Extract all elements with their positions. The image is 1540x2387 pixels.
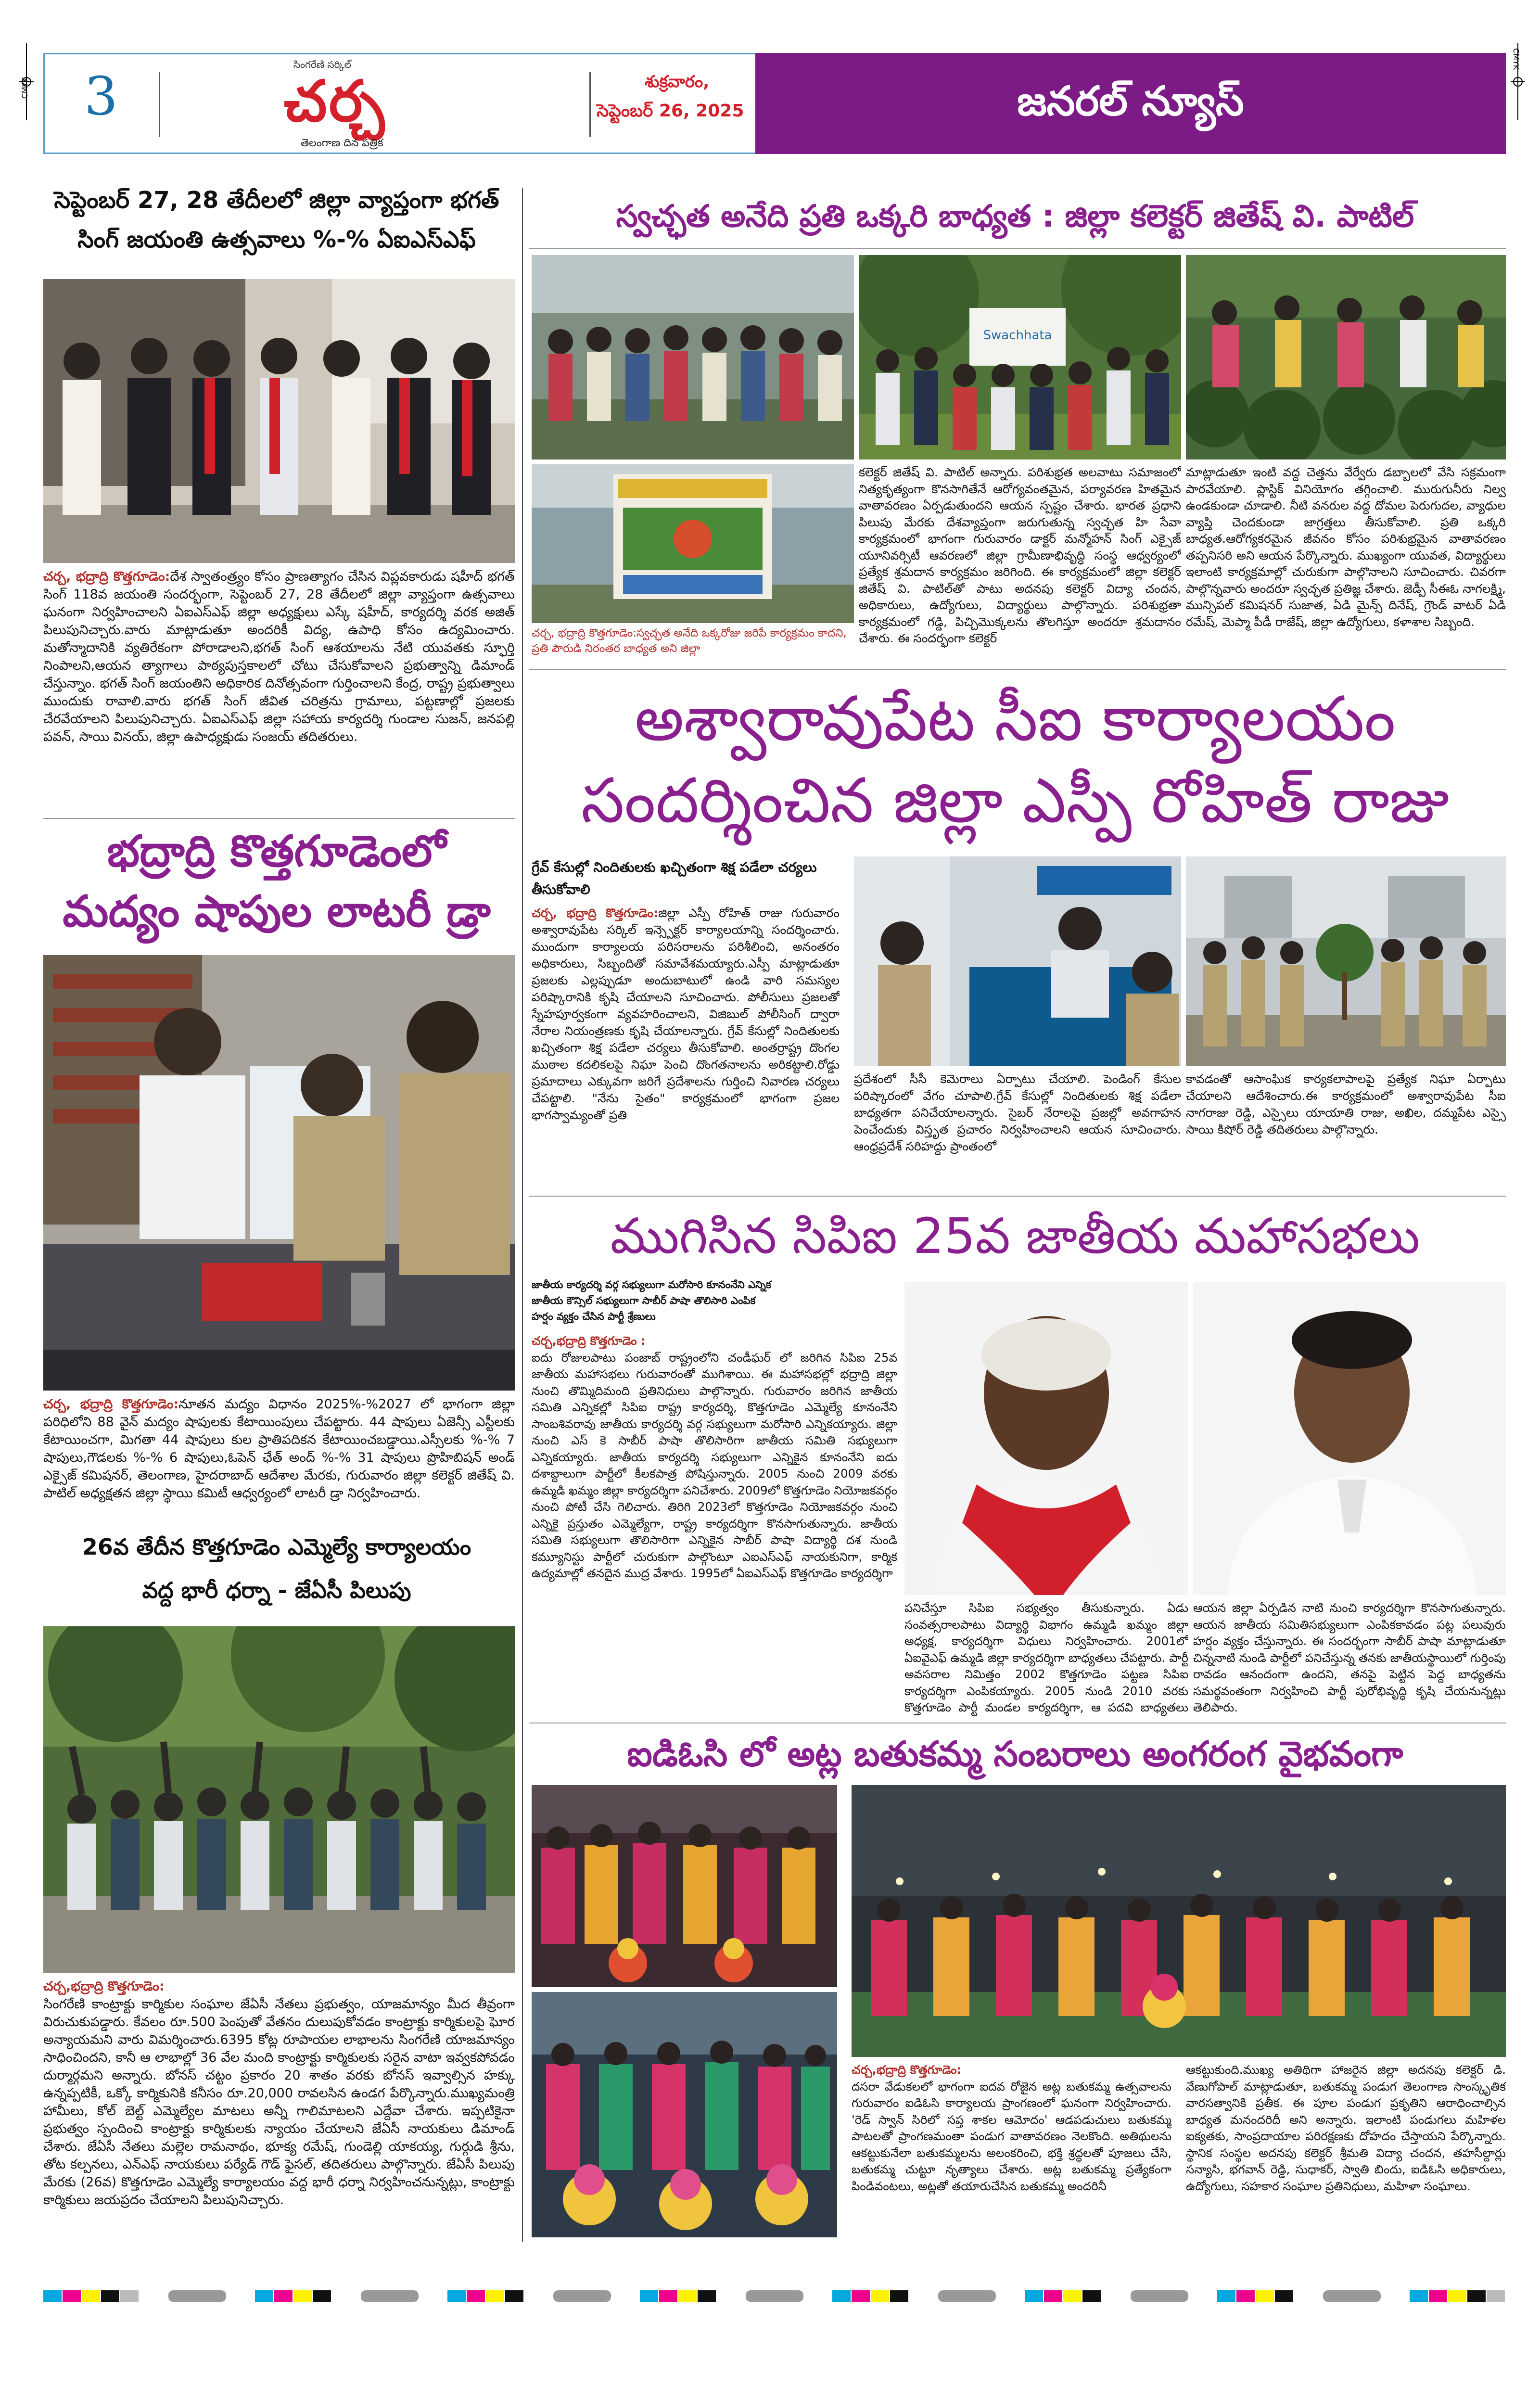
separator: [529, 248, 1506, 249]
story5-col1: [532, 905, 840, 1193]
story5-col3: కావడంతో ఆసాంఘిక కార్యకలాపాలపై ప్రత్యేక నిఘా ఏర్పాటు చేయాలని ఆదేశించారు.ఈ కార్యక్రమంలో అశ్వారావుపేట సీఐ నాగరాజు రెడ్డి, ఎస్సైలు యాయాతి రాజు, అఖిల, దమ్మపేట ఎస్సై సాయి కిషోర్ రెడ్డి తదితరులు పాల్గొన్నారు.: [1186, 1072, 1506, 1136]
paper-logo: చర్చ: [284, 68, 387, 134]
story6-dateline: చర్చ,భద్రాద్రి కొత్తగూడెం :: [532, 1334, 646, 1348]
story4-photo-4: [532, 464, 854, 623]
cmyk-label-left: CMYK: [20, 77, 29, 99]
paper-tagline-bottom: తెలంగాణ దిన పత్రిక: [301, 137, 383, 149]
story1-dateline: చర్చ, భద్రాద్రి కొత్తగూడెం:: [43, 569, 170, 584]
story4-photo-2: [859, 255, 1181, 460]
story6-headline: ముగిసిన సిపిఐ 25వ జాతీయ మహాసభలు: [610, 1208, 1420, 1265]
cmyk-label-right: CMYK: [1512, 48, 1521, 70]
story1-headline: సెప్టెంబర్ 27, 28 తేదీలలో జిల్లా వ్యాప్తంగా భగత్ సింగ్ జయంతి ఉత్సవాలు %-% ఏఐఎస్ఎఫ్: [54, 187, 499, 253]
story2-photo: [43, 955, 515, 1391]
story7-col2: ఆకట్టుకుంది.ముఖ్య అతిథిగా హాజరైన జిల్లా అదనపు కలెక్టర్ డి. వేణుగోపాల్ మాట్లాడుతూ, బతుకమ్మ పండుగ తెలంగాణ సాంస్కృతిక వారసత్వానికి ప్రతీక. ఈ పూల పండుగ ప్రకృతిని ఆరాధించాల్సిన బాధ్యత మనందరిదీ అని అన్నారు. ఇలాంటి పండుగలు మహిళల ఐక్యతకు, సాంప్రదాయాల పరిరక్షణకు దోహదం చేస్తాయని పేర్కొన్నారు. స్థానిక సంస్థల అదనపు కలెక్టర్ శ్రీమతి విద్యా చందన, తహసీల్దార్లు సన్యాసి, భగవాన్ రెడ్డి, సుధాకర్, స్వాతి బిందు, ఐడిఓసి అధికారులు, ఉద్యోగులు, సహకార సంఘాల ప్రతినిధులు, మహిళా సంఘాలు.: [1186, 2063, 1506, 2193]
story6-portrait-1: [904, 1282, 1188, 1595]
story6-col3: ఆయన జిల్లా ఏర్పడిన నాటి నుంచి కార్యదర్శిగా కొనసాగుతున్నారు. ఆయన జాతీయ సమితిసభ్యులుగా ఎంపికకావడం పట్ల పలువురు హర్షం వ్యక్తం చేస్తున్నారు. ఈ సందర్భంగా సాబీర్ పాషా మాట్లాడుతూ చిన్ననాటి నుండి పార్టీలో పనిచేస్తున్న తనకు జాతీయస్థాయిలో గుర్తింపు రావడం ఆనందంగా ఉందని, తనపై పెట్టిన పెద్ద బాధ్యతను సమర్థవంతంగా నిర్వహించి పార్టీ పురోభివృద్ధి కృషి చేయనున్నట్లు తెలిపారు.: [1193, 1601, 1506, 1714]
story6-col1: [532, 1333, 897, 1713]
section-title: జనరల్ న్యూస్: [1017, 77, 1244, 125]
story4-photo-3: [1186, 255, 1506, 460]
story6-col2: పనిచేస్తూ సిపిఐ సభ్యత్వం తీసుకున్నారు. ఏడు సంవత్సరాలపాటు విద్యార్థి విభాగం ఉమ్మడి ఖమ్మం జిల్లా అధ్యక్ష, కార్యదర్శిగా విధులు నిర్వహించారు. 2001లో ఏఐవైఎఫ్ ఉమ్మడి జిల్లా కార్యదర్శిగా బాధ్యతలు చేపట్టారు. పార్టీ అవసరాల నిమిత్తం 2002 కొత్తగూడెం పట్టణ సిపిఐ కార్యదర్శిగా ఎంపికయ్యారు. 2005 నుండి 2010 వరకు కొత్తగూడెం పార్టీ మండల కార్యదర్శిగా, ఆ పదవి బాధ్యతలు: [904, 1601, 1188, 1714]
story1-photo: [43, 279, 515, 563]
story3-dateline: చర్చ,భద్రాద్రి కొత్తగూడెం:: [43, 1979, 165, 1994]
svg-text:Swachhata: Swachhata: [983, 328, 1052, 343]
story3-text: సింగరేణి కాంట్రాక్టు కార్మికుల సంఘాల జేఏసీ నేతలు ప్రభుత్వం, యాజమాన్యం మీద తీవ్రంగా విరుచుకుపడ్డారు. కేవలం రూ.500 పెంపుతో వేతనం దులుపుకోవడం కాంట్రాక్టు కార్మికులపై ఘోర అన్యాయమని వారు విమర్శించారు.6395 కోట్ల రూపాయల లాభాలను సింగరేణి యాజమాన్యం సాధించిందని, కానీ ఆ లాభాల్లో 36 వేల మంది కాంట్రాక్టు కార్మికులకు సరైన వాటా ఇవ్వకపోవడం దుర్మార్గమని అన్నారు. బోనస్ చట్టం ప్రకారం 20 శాతం వరకు బోనస్ ఇవ్వాల్సిన హక్కు ఉన్నప్పటికీ, ఒక్కో కార్మికునికి కనీసం రూ.20,000 రావలసిన ఉండగ పేర్కొన్నారు.ముఖ్యమంత్రి హామీలు, కోల్ బెల్ట్ ఎమ్మెల్యేల మాటలు అన్నీ గాలిమాటలని ఎద్దేవా చేశారు. ఇప్పటికైనా ప్రభుత్వం స్పందించి కాంట్రాక్టు కార్మికులకు న్యాయం చేయాలని జేఏసీ నాయకులు డిమాండ్ చేశారు. జేఏసీ నేతలు మల్లెల రామనాథం, భూక్య రమేష్, గుండెల్లి యాకయ్య, గుర్గుడి శ్రీను, తోట కల్పనలు, ఎన్ఎఫ్ నాయకులు పర్యేడ్ గౌడ్ ఫైసల్, తదితరులు పాల్గొన్నారు. జేఏసీ పిలుపు మేరకు (26వ) కొత్తగూడెం ఎమ్మెల్యే కార్యాలయం వద్ద భారీ ధర్నా నిర్వహించనున్నట్లు, కాంట్రాక్టు కార్మికులు జయప్రదం చేయాలని పిలుపునిచ్చారు.: [43, 1997, 515, 2208]
story7-photo-1: [532, 1785, 837, 1987]
story6-subhead-1: జాతీయ కార్యదర్శి వర్గ సభ్యులుగా మరోసారి కూనంనేని ఎన్నిక: [532, 1279, 771, 1290]
separator: [43, 818, 515, 819]
separator: [529, 1196, 1506, 1197]
color-bar: [43, 2290, 1506, 2302]
issue-date: సెప్టెంబర్ 26, 2025: [597, 101, 744, 121]
story5-text: జిల్లా ఎస్పీ రోహిత్ రాజు గురువారం అశ్వారావుపేట సర్కిల్ ఇన్స్పెక్టర్ కార్యాలయాన్ని సందర్శించారు. ముందుగా కార్యాలయ పరిసరాలను పరిశీలించి, అనంతరం అధికారులు, సిబ్బందితో సమావేశమయ్యారు.ఎస్పీ మాట్లాడుతూ ప్రజలకు ఎల్లప్పుడూ అందుబాటులో ఉండి వారి సమస్యల పరిష్కారానికి కృషి చేయాలని సూచించారు. పోలీసులు ప్రజలతో స్నేహపూర్వకంగా వ్యవహరించాలని, విజిబుల్ పోలీసింగ్ ద్వారా నేరాల నియంత్రణకు కృషి చేయాలన్నారు. గ్రేవ్ కేసుల్లో నిందితులకు ఖచ్చితంగా శిక్ష పడేలా చర్యలు తీసుకోవాలి. అంతర్రాష్ట్ర దొంగల ముఠాల కదలికలపై నిఘా పెంచి దొంగతనాలను అరికట్టాలి.రోడ్డు ప్రమాదాలు ఎక్కువగా జరిగే ప్రదేశాలను గుర్తించి నివారణ చర్యలు చేపట్టాలి. "నేను సైతం" కార్యక్రమంలో భాగంగా ప్రజల భాగస్వామ్యంతో ప్రతి: [532, 906, 840, 1122]
story4-photo-1: [532, 255, 854, 460]
story1-text: దేశ స్వాతంత్ర్యం కోసం ప్రాణత్యాగం చేసిన విప్లవకారుడు షహీద్ భగత్ సింగ్ 118వ జయంతి సందర్భంగా, సెప్టెంబర్ 27, 28 తేదీలలో జిల్లా వ్యాప్తంగా ఉత్సవాలు ఘనంగా నిర్వహించాలని ఏఐఎస్ఎఫ్ జిల్లా అధ్యక్షులు ఎస్కే షహీద్, కార్యదర్శి వరక అజిత్ పిలుపునిచ్చారు.వారు మాట్లాడుతూ అందరికీ విద్య, ఉపాధి కోసం ఉద్యమించారు. మతోన్మాదానికి వ్యతిరేకంగా పోరాడాలని,భగత్ సింగ్ ఆశయాలను నేటి యువతకు స్ఫూర్తి నింపాలని,ఆయన త్యాగాలు పాఠ్యపుస్తకాలలో చోటు చేసుకోవాలని ప్రభుత్వాన్ని డిమాండ్ చేస్తున్నాం. భగత్ సింగ్ జయంతిని అధికారిక దినోత్సవంగా గుర్తించాలని కేంద్ర, రాష్ట్ర ప్రభుత్వాలు ముందుకు రావాలి.వారు భగత్ సింగ్ జీవిత చరిత్రను గ్రామాలు, పట్టణాల్లో ప్రజలకు చేరవేయాలని పిలుపునిచ్చారు. ఏఐఎస్ఎఫ్ జిల్లా సహాయ కార్యదర్శి గుండాల సుజన్, జనపల్లి పవన్, సాయి వినయ్, జిల్లా ఉపాధ్యక్షుడు సంజయ్ తదితరులు.: [43, 569, 515, 744]
story5-col2: ప్రదేశంలో సీసీ కెమెరాలు ఏర్పాటు చేయాలి. పెండింగ్ కేసుల పరిష్కారంలో వేగం చూపాలి.గ్రేవ్ కేసుల్లో నిందితులకు శిక్ష పడేలా బాధ్యతగా పనిచేయాలన్నారు. సైబర్ నేరాలపై ప్రజల్లో అవగాహన పెంచేందుకు విస్తృత ప్రచారం నిర్వహించాలని ఆయన సూచించారు. ఆంధ్రప్రదేశ్ సరిహద్దు ప్రాంతంలో: [854, 1072, 1181, 1153]
page-number: 3: [84, 65, 118, 127]
story5-photo-2: [1186, 856, 1506, 1066]
story6-text: ఐదు రోజులపాటు పంజాబ్ రాష్ట్రంలోని చండీఘర్ లో జరిగిన సిపిఐ 25వ జాతీయ మహాసభలు గురువారంతో ముగిశాయి. ఈ మహాసభల్లో భద్రాద్రి జిల్లా నుంచి తొమ్మిదిమంది ప్రతినిధులు పాల్గొన్నారు. గురువారం జరిగిన జాతీయ సమితి ఎన్నికల్లో సిపిఐ రాష్ట్ర కార్యదర్శి, కొత్తగూడెం ఎమ్మెల్యే కూనంనేని సాంబశివరావు జాతీయ కార్యదర్శి వర్గ సభ్యులుగా మరోసారి ఎన్నికయ్యారు. జిల్లా నుంచి ఎస్ కె సాబీర్ పాషా తొలిసారిగా జాతీయ సమితి సభ్యులుగా ఎన్నికయ్యారు. జాతీయ కార్యదర్శి సభ్యులుగా ఎన్నికైన కూనంనేని ఐదు దశాబ్దాలుగా పార్టీలో కీలకపాత్ర పోషిస్తున్నారు. 2005 నుంచి 2009 వరకు ఉమ్మడి ఖమ్మం జిల్లా కార్యదర్శిగా పనిచేశారు. 2009లో కొత్తగూడెం నియోజకవర్గం నుంచి పోటీ చేసి గెలిచారు. తిరిగి 2023లో కొత్తగూడెం నియోజకవర్గం నుంచి ఎన్నికై ప్రస్తుతం ఎమ్మెల్యేగా, రాష్ట్ర కార్యదర్శిగా కొనసాగుతున్నారు. జాతీయ సమితి సభ్యులుగా తొలిసారిగా ఎన్నికైన సాబీర్ పాషా విద్యార్థి దశ నుండి కమ్యూనిస్టు పార్టీలో చురుకుగా పాల్గొంటూ ఎఐఎస్ఎఫ్ నాయకునిగా, కార్మిక ఉద్యమాల్లో తనదైన ముద్ర వేశారు. 1995లో ఏఐఎస్ఎఫ్ కొత్తగూడెం కార్యదర్శిగా: [532, 1350, 897, 1580]
story2-dateline: చర్చ, భద్రాద్రి కొత్తగూడెం:: [43, 1397, 179, 1412]
story5-headline-line1: అశ్వారావుపేట సీఐ కార్యాలయం: [635, 683, 1396, 755]
story7-col1: [852, 2062, 1171, 2235]
story3-headline-line1: 26వ తేదీన కొత్తగూడెం ఎమ్మెల్యే కార్యాలయం: [82, 1534, 471, 1560]
story3-body: [43, 1978, 515, 2228]
story7-photo-3: [532, 1992, 837, 2237]
story4-caption: చర్చ, భద్రాద్రి కొత్తగూడెం:స్వచ్ఛత అనేది ఒక్కరోజు జరిపే కార్యక్రమం కాదని, ప్రతి పౌరుడి నిరంతర బాధ్యత అని జిల్లా: [532, 627, 847, 655]
story7-headline: ఐడిఓసి లో అట్ల బతుకమ్మ సంబరాలు అంగరంగ వైభవంగా: [627, 1734, 1403, 1774]
story4-col2: కలెక్టర్ జితేష్ వి. పాటిల్ అన్నారు. పరిశుభ్రత అలవాటు సమాజంలో నిత్యకృత్యంగా కొనసాగితేనే ఆరోగ్యవంతమైన, పర్యావరణ హితమైన వాతావరణం ఏర్పడుతుందని ఆయన స్పష్టం చేశారు. భారత ప్రధాని పిలుపు మేరకు దేశవ్యాప్తంగా జరుగుతున్న స్వచ్ఛత హి సేవా కార్యక్రమంలో భాగంగా గురువారం డాక్టర్ మన్మోహన్ సింగ్ ఎక్సైజ్ యూనివర్సిటీ ఆవరణలో జిల్లా గ్రామీణాభివృద్ధి సంస్థ ఆధ్వర్యంలో ప్రత్యేక శ్రమదాన కార్యక్రమం జరిగింది. ఈ కార్యక్రమంలో జిల్లా కలెక్టర్ జితేష్ వి. పాటిల్‌తో పాటు అదనపు కలెక్టర్ విద్యా చందన, అధికారులు, ఉద్యోగులు, విద్యార్థులు పాల్గొన్నారు. పరిశుభ్రతా కార్యక్రమంలో గడ్డి, పిచ్చిమొక్కలను తొలగిస్తూ అందరూ శ్రమదానం చేశారు. ఈ సందర్భంగా కలెక్టర్: [859, 465, 1181, 645]
paper-tagline-top: సింగరేణి సర్కిల్: [293, 59, 351, 70]
story7-photo-2: [852, 1785, 1506, 2057]
story5-headline-line2: సందర్శించిన జిల్లా ఎస్పీ రోహిత్ రాజు: [581, 765, 1449, 837]
story2-text: నూతన మద్యం విధానం 2025%-%2027 లో భాగంగా జిల్లా పరిధిలోని 88 వైన్ మద్యం షాపులకు కేటాయింపులు చేపట్టారు. 44 షాపులు ఏజెన్సీ ఎస్టీలకు కేటాయించగా, మిగతా 44 షాపులు కుల ప్రాతిపదికన కేటాయించబడ్డాయి.ఎస్సీలకు %-% 7 షాపులు,గౌడలకు %-% 6 షాపులు,ఓపెన్ ఛేత్ అంద్ %-% 31 షాపులు ప్రొహిబిషన్ అండ్ ఎక్సైజ్ కమిషనర్, తెలంగాణ, హైదరాబాద్ ఆదేశాల మేరకు, గురువారం జిల్లా కలెక్టర్ జితేష్ వి. పాటిల్ అధ్యక్షతన జిల్లా స్థాయి కమిటీ ఆధ్వర్యంలో లాటరీ డ్రా నిర్వహించారు.: [43, 1397, 515, 1501]
story2-headline-line2: మద్యం షాపుల లాటరీ డ్రా: [63, 886, 491, 937]
issue-day: శుక్రవారం,: [645, 72, 710, 91]
story4-col3: మాట్లాడుతూ ఇంటి వద్ద చెత్తను వేర్వేరు డబ్బాలలో వేసి సక్రమంగా పారవేయాలి. ప్లాస్టిక్ వినియోగం తగ్గించాలి. మురుగునీరు నిల్వ ఉండకుండా చూడాలి. నీటి వనరుల వద్ద దోమల పెరుగుదల, వ్యాధుల వ్యాప్తి చెందకుండా జాగ్రత్తలు తీసుకోవాలి. ప్రతి ఒక్కరి బాధ్యత.ఆరోగ్యకరమైన జీవనం కోసం పరిశుభ్రమైన వాతావరణం తప్పనిసరి అని ఆయన పేర్కొన్నారు. ముఖ్యంగా యువత, విద్యార్థులు ఇలాంటి కార్యక్రమాల్లో చురుకుగా పాల్గొనాలని సూచించారు. చివరగా పాల్గొన్నవారు అందరూ స్వచ్ఛత ప్రతిజ్ఞ చేశారు. జెడ్పీ సీఈఓ నాగలక్ష్మి, మున్సిపల్ కమిషనర్ సుజాత, ఏడి మైన్స్ దినేష్, గ్రౌండ్ వాటర్ ఏడి రమేష్, మెప్మా పీడీ రాజేష్, జిల్లా ఉద్యోగులు, కళాశాల సిబ్బంది.: [1186, 465, 1506, 629]
story7-text: దసరా వేడుకలలో భాగంగా ఐదవ రోజైన అట్ల బతుకమ్మ ఉత్సవాలను గురువారం ఐడిఓసి కార్యాలయ ప్రాంగణంలో ఘనంగా నిర్వహించారు. 'రెడ్ స్వాన్ సిరిలో సప్త శాకల ఆమోదం' ఆడపడుచులు బతుకమ్మ పాటలతో ప్రాంగణమంతా పండుగ వాతావరణం నెలకొంది. అతిథులను ఆకట్టుకునేలా బతుకమ్మలను అలంకరించి, భక్తి శ్రద్ధలతో పూజలు చేసి, బతుకమ్మ చుట్టూ నృత్యాలు చేశారు. అట్ల బతుకమ్మ ప్రత్యేకంగా పిండివంటలు, అట్లతో తయారుచేసిన బతుకమ్మ అందరినీ: [852, 2079, 1171, 2193]
story1-body: [43, 568, 515, 856]
story6-portrait-2: [1193, 1282, 1506, 1595]
story7-dateline: చర్చ,భద్రాద్రి కొత్తగూడెం:: [852, 2063, 962, 2077]
story3-headline-line2: వద్ద భారీ ధర్నా - జేఏసీ పిలుపు: [142, 1577, 411, 1603]
story3-photo: [43, 1626, 515, 1973]
story4-headline: స్వచ్ఛత అనేది ప్రతి ఒక్కరి బాధ్యత : జిల్లా కలెక్టర్ జితేష్ వి. పాటిల్: [616, 199, 1414, 234]
masthead-divider-2: [589, 72, 591, 137]
column-rule-left: [522, 188, 523, 2242]
story5-photo-1: [854, 856, 1181, 1066]
story5-dateline: చర్చ, భద్రాద్రి కొత్తగూడెం:: [532, 906, 659, 920]
story6-subhead-2: జాతీయ కౌన్సిల్ సభ్యులుగా సాబీర్ పాషా తొలిసారి ఎంపిక: [532, 1295, 756, 1306]
separator: [529, 669, 1506, 670]
story6-subhead-3: హర్షం వ్యక్తం చేసిన పార్టీ శ్రేణులు: [532, 1311, 656, 1322]
story5-subhead: గ్రేవ్ కేసుల్లో నిందితులకు ఖచ్చితంగా శిక్ష పడేలా చర్యలు తీసుకోవాలి: [532, 859, 817, 897]
masthead-divider: [159, 72, 160, 137]
story2-headline-line1: భద్రాద్రి కొత్తగూడెంలో: [107, 826, 446, 877]
